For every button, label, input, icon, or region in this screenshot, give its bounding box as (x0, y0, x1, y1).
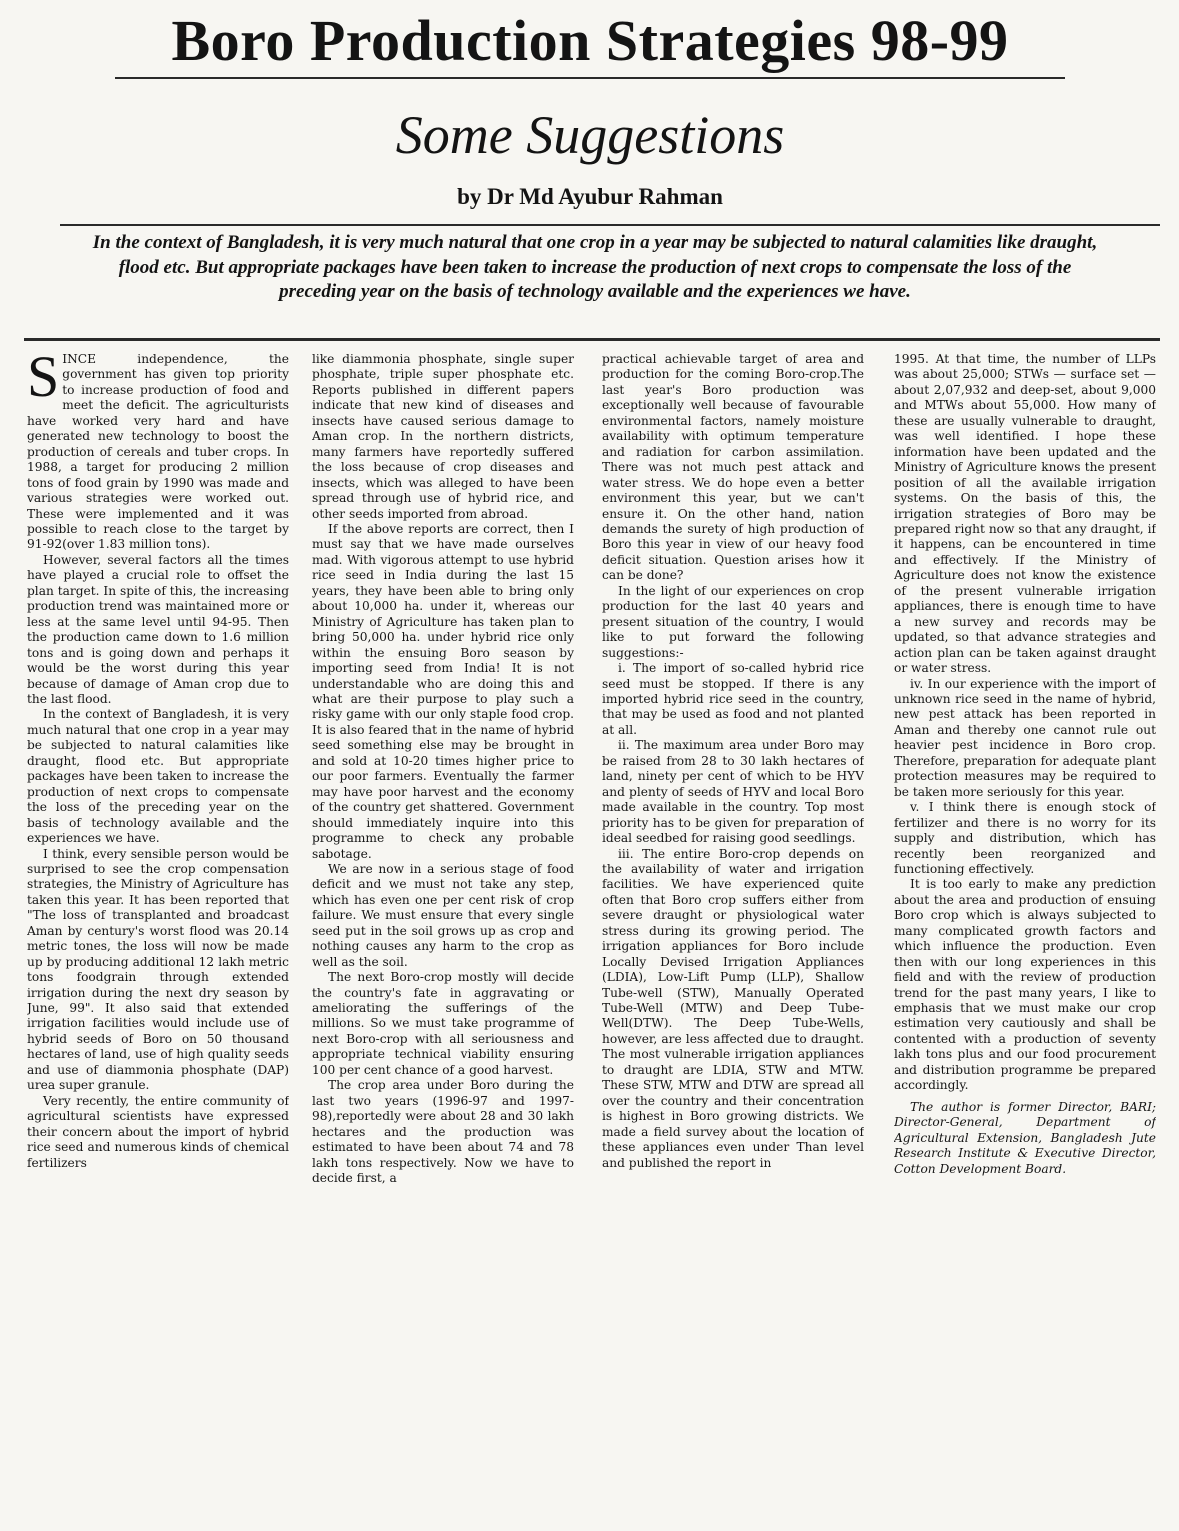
article-column-2 (312, 352, 574, 1524)
subheadline: Some Suggestions (395, 105, 785, 165)
paragraph: I think, every sensible person would be surprised to see the crop compensation strategies, the Ministry of Agriculture has taken this year. It has been reported that "The loss of transplanted and broadcast Aman by century's worst flood was 20.14 metric tones, the loss will now be made up by producing additional 12 lakh metric tons foodgrain through extended irrigation during the next dry season by June, 99". It also said that extended irrigation facilities would include use of hybrid seeds of Boro on 50 thousand hectares of land, use of high quality seeds and use of diammonia phosphate (DAP) urea super granule. (27, 846, 289, 1093)
paragraph: 1995. At that time, the number of LLPs was about 25,000; STWs — surface set — about 2,07,932 and deep-set, about 9,000 and MTWs about 55,000. How many of these are usually vulnerable to draught, was well identified. I hope these information have been updated and the Ministry of Agriculture knows the present position of all the available irrigation systems. On the basis of this, the irrigation strategies of Boro may be prepared right now so that any draught, if it happens, can be encountered in time and effectively. If the Ministry of Agriculture does not know the existence of the present vulnerable irrigation appliances, there is enough time to have a new survey and records may be updated, so that advance strategies and action plan can be taken against draught or water stress. (894, 352, 1156, 676)
paragraph: i. The import of so-called hybrid rice seed must be stopped. If there is any imported hybrid rice seed in the country, that may be used as food and not planted at all. (602, 661, 864, 737)
headline-rule (115, 77, 1065, 79)
paragraph-text: INCE independence, the government has given top priority to increase production of food and meet the deficit. The agriculturists have worked very hard and have generated new technology to boost the production of cereals and tuber crops. In 1988, a target for producing 2 million tons of food grain by 1990 was made and various strategies were worked out. These were implemented and it was possible to reach close to the target by 91-92(over 1.83 million tons). (27, 352, 289, 552)
paragraph: However, several factors all the times have played a crucial role to offset the plan target. In spite of this, the increasing production trend was maintained more or less at the same level until 94-95. Then the production came down to 1.6 million tons and is going down and perhaps it would be the worst during this year because of damage of Aman crop due to the last flood. (27, 552, 289, 706)
byline: by Dr Md Ayubur Rahman (457, 184, 723, 209)
standfirst-top-rule (60, 224, 1160, 226)
paragraph: Very recently, the entire community of agricultural scientists have expressed their concern about the import of hybrid rice seed and numerous kinds of chemical fertilizers (27, 1093, 289, 1170)
paragraph: ii. The maximum area under Boro may be raised from 28 to 30 lakh hectares of land, ninety per cent of which to be HYV and plenty of seeds of HYV and local Boro made available in the country. Top most priority has to be given for preparation of ideal seedbed for raising good seedlings. (602, 738, 864, 846)
standfirst: In the context of Bangladesh, it is very much natural that one crop in a year may be subjected to natural calamities like draught, flood etc. But appropriate packages have been taken to increase the production of next crops to compensate the loss of the preceding year on the basis of technology available and the experiences we have. (92, 232, 1098, 302)
paragraph (27, 352, 289, 553)
paragraph: iv. In our experience with the import of unknown rice seed in the name of hybrid, new pest attack has been reported in Aman and thereby one cannot rule out heavier pest incidence in Boro crop. Therefore, preparation for adequate plant protection measures may be required to be taken more seriously for this year. (894, 676, 1156, 799)
author-bio: The author is former Director, BARI; Director-General, Department of Agricultural Extension, Bangladesh Jute Research Institute & Executive Director, Cotton Development Board. (894, 1099, 1156, 1176)
paragraph: We are now in a serious stage of food deficit and we must not take any step, which has even one per cent risk of crop failure. We must ensure that every single seed put in the soil grows up as crop and nothing causes any harm to the crop as well as the soil. (312, 861, 574, 969)
paragraph: In the context of Bangladesh, it is very much natural that one crop in a year may be subjected to natural calamities like draught, flood etc. But appropriate packages have been taken to increase the production of next crops to compensate the loss of the preceding year on the basis of technology available and the experiences we have. (27, 707, 289, 846)
paragraph: In the light of our experiences on crop production for the last 40 years and present situation of the country, I would like to put forward the following suggestions:- (602, 583, 864, 660)
paragraph: The crop area under Boro during the last two years (1996-97 and 1997-98),reportedly were about 28 and 30 lakh hectares and the production was estimated to have been about 74 and 78 lakh tons respectively. Now we have to decide first, a (312, 1078, 574, 1186)
article-column-4 (894, 352, 1156, 1524)
paragraph: v. I think there is enough stock of fertilizer and there is no worry for its supply and distribution, which has recently been reorganized and functioning effectively. (894, 800, 1156, 876)
drop-cap: S (27, 352, 60, 409)
paragraph: iii. The entire Boro-crop depends on the availability of water and irrigation facilities. We have experienced quite often that Boro crop suffers either from severe draught or physiological water stress during its growing period. The irrigation appliances for Boro include Locally Devised Irrigation Appliances (LDIA), Low-Lift Pump (LLP), Shallow Tube-well (STW), Manually Operated Tube-Well (MTW) and Deep Tube-Well(DTW). The Deep Tube-Wells, however, are less affected due to draught. The most vulnerable irrigation appliances to draught are LDIA, STW and MTW. These STW, MTW and DTW are spread all over the country and their concentration is highest in Boro growing districts. We made a field survey about the location of these appliances even under Than level and published the report in (602, 846, 864, 1170)
body-top-rule (24, 338, 1160, 341)
paragraph: The next Boro-crop mostly will decide the country's fate in aggravating or ameliorating the sufferings of the millions. So we must take programme of next Boro-crop with all seriousness and appropriate technical viability ensuring 100 per cent chance of a good harvest. (312, 970, 574, 1077)
paragraph: It is too early to make any prediction about the area and production of ensuing Boro crop which is always subjected to many complicated growth factors and which influence the production. Even then with our long experiences in this field and with the review of production trend for the past many years, I like to emphasis that we must make our crop estimation very cautiously and shall be contented with a production of seventy lakh tons plus and our food procurement and distribution programme be prepared accordingly. (894, 877, 1156, 1093)
paragraph: practical achievable target of area and production for the coming Boro-crop.The last year's Boro production was exceptionally well because of favourable environmental factors, namely moisture availability with optimum temperature and radiation for carbon assimilation. There was not much pest attack and water stress. We do hope even a better environment this year, but we can't ensure it. On the other hand, nation demands the surety of high production of Boro this year in view of our heavy food deficit situation. Question arises how it can be done? (602, 352, 864, 583)
paragraph: If the above reports are correct, then I must say that we have made ourselves mad. With vigorous attempt to use hybrid rice seed in India during the last 15 years, they have been able to bring only about 10,000 ha. under it, whereas our Ministry of Agriculture has taken plan to bring 50,000 ha. under hybrid rice only within the ensuing Boro season by importing seed from India! It is not understandable who are doing this and what are their purpose to play such a risky game with our only staple food crop. It is also feared that in the name of hybrid seed something else may be brought in and sold at 10-20 times higher price to our poor farmers. Eventually the farmer may have poor harvest and the economy of the country get shattered. Government should immediately inquire into this programme to check any probable sabotage. (312, 521, 574, 861)
paragraph: like diammonia phosphate, single super phosphate, triple super phosphate etc. Reports published in different papers indicate that new kind of diseases and insects have caused serious damage to Aman crop. In the northern districts, many farmers have reportedly suffered the loss because of crop diseases and insects, which was alleged to have been spread through use of hybrid rice, and other seeds imported from abroad. (312, 352, 574, 521)
headline: Boro Production Strategies 98-99 (171, 8, 1009, 73)
article-column-3 (602, 352, 864, 1524)
article-column-1 (27, 352, 289, 1524)
